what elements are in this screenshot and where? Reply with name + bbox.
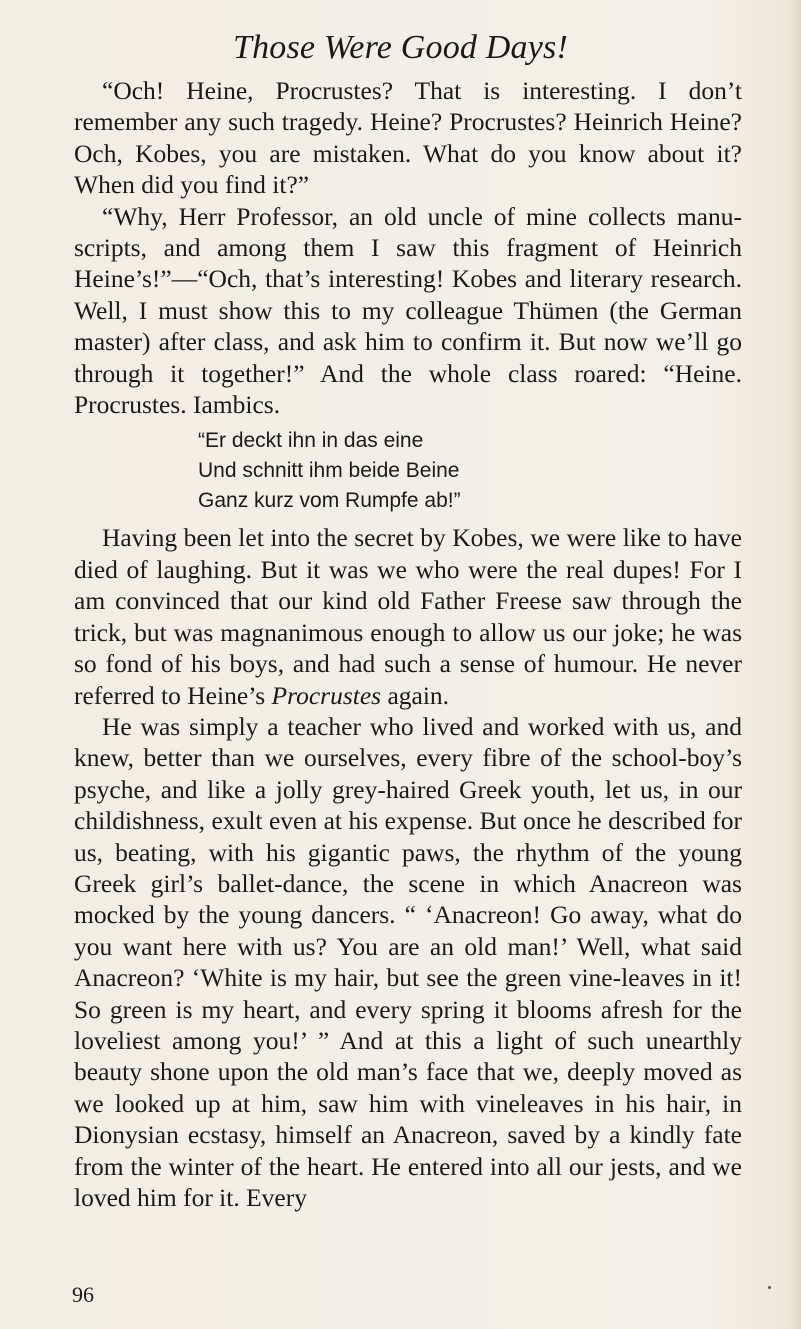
ink-dot: [768, 1286, 771, 1289]
paragraph-2: “Why, Herr Professor, an old uncle of mine collects manu-scripts, and among them I saw this fragment of Heinrich Heine’s!”—“Och, that’s interesting! Kobes and literary research. Well, I must show this to my colleague Thümen (the German master) after class, and ask him to confirm it. But now we’ll go through it together!” And the whole class roared: “Heine. Procrustes. Iambics.: [74, 201, 742, 420]
paragraph-4: He was simply a teacher who lived and worked with us, and knew, better than we ourselves, every fibre of the school-boy’s psyche, and like a jolly grey-haired Greek youth, let us, in our childishness, exult even at his expense. But once he described for us, beating, with his gigantic paws, the rhythm of the young Greek girl’s ballet-dance, the scene in which Anacreon was mocked by the young dancers. “ ‘Anacreon! Go away, what do you want here with us? You are an old man!’ Well, what said Anacreon? ‘White is my hair, but see the green vine-leaves in it! So green is my heart, and every spring it blooms afresh for the loveliest among you!’ ” And at this a light of such unearthly beauty shone upon the old man’s face that we, deeply moved as we looked up at him, saw him with vineleaves in his hair, in Dionysian ecstasy, himself an Anacreon, saved by a kindly fate from the winter of the heart. He entered into all our jests, and we loved him for it. Every: [74, 711, 742, 1212]
verse-quotation: [198, 426, 742, 516]
page-number: 96: [72, 1282, 94, 1307]
paragraph-3: [74, 522, 742, 710]
paragraph-1: “Och! Heine, Procrustes? That is interesting. I don’t remember any such tragedy. Heine? Procrustes? Heinrich Heine? Och, Kobes, you are mistaken. What do you know about it? When did you find it?”: [74, 76, 742, 200]
paragraph-3-text-b: again.: [381, 680, 450, 710]
procrustes-title: Procrustes: [271, 680, 382, 710]
paragraph-3-text-a: Having been let into the secret by Kobes, we were like to have died of laughing. But it was we who were the real dupes! For I am convinced that our kind old Father Freese saw through the trick, but was magnanimous enough to allow us our joke; he was so fond of his boys, and had such a sense of humour. He never referred to Heine’s: [74, 523, 742, 710]
verse-line-1: “Er deckt ihn in das eine: [198, 429, 424, 453]
verse-line-2: Und schnitt ihm beide Beine: [198, 459, 460, 483]
page-edge-shadow: [787, 0, 801, 1329]
running-title: Those Were Good Days!: [232, 29, 569, 66]
body-text: [74, 75, 742, 1213]
verse-line-3: Ganz kurz vom Rumpfe ab!”: [198, 489, 461, 513]
